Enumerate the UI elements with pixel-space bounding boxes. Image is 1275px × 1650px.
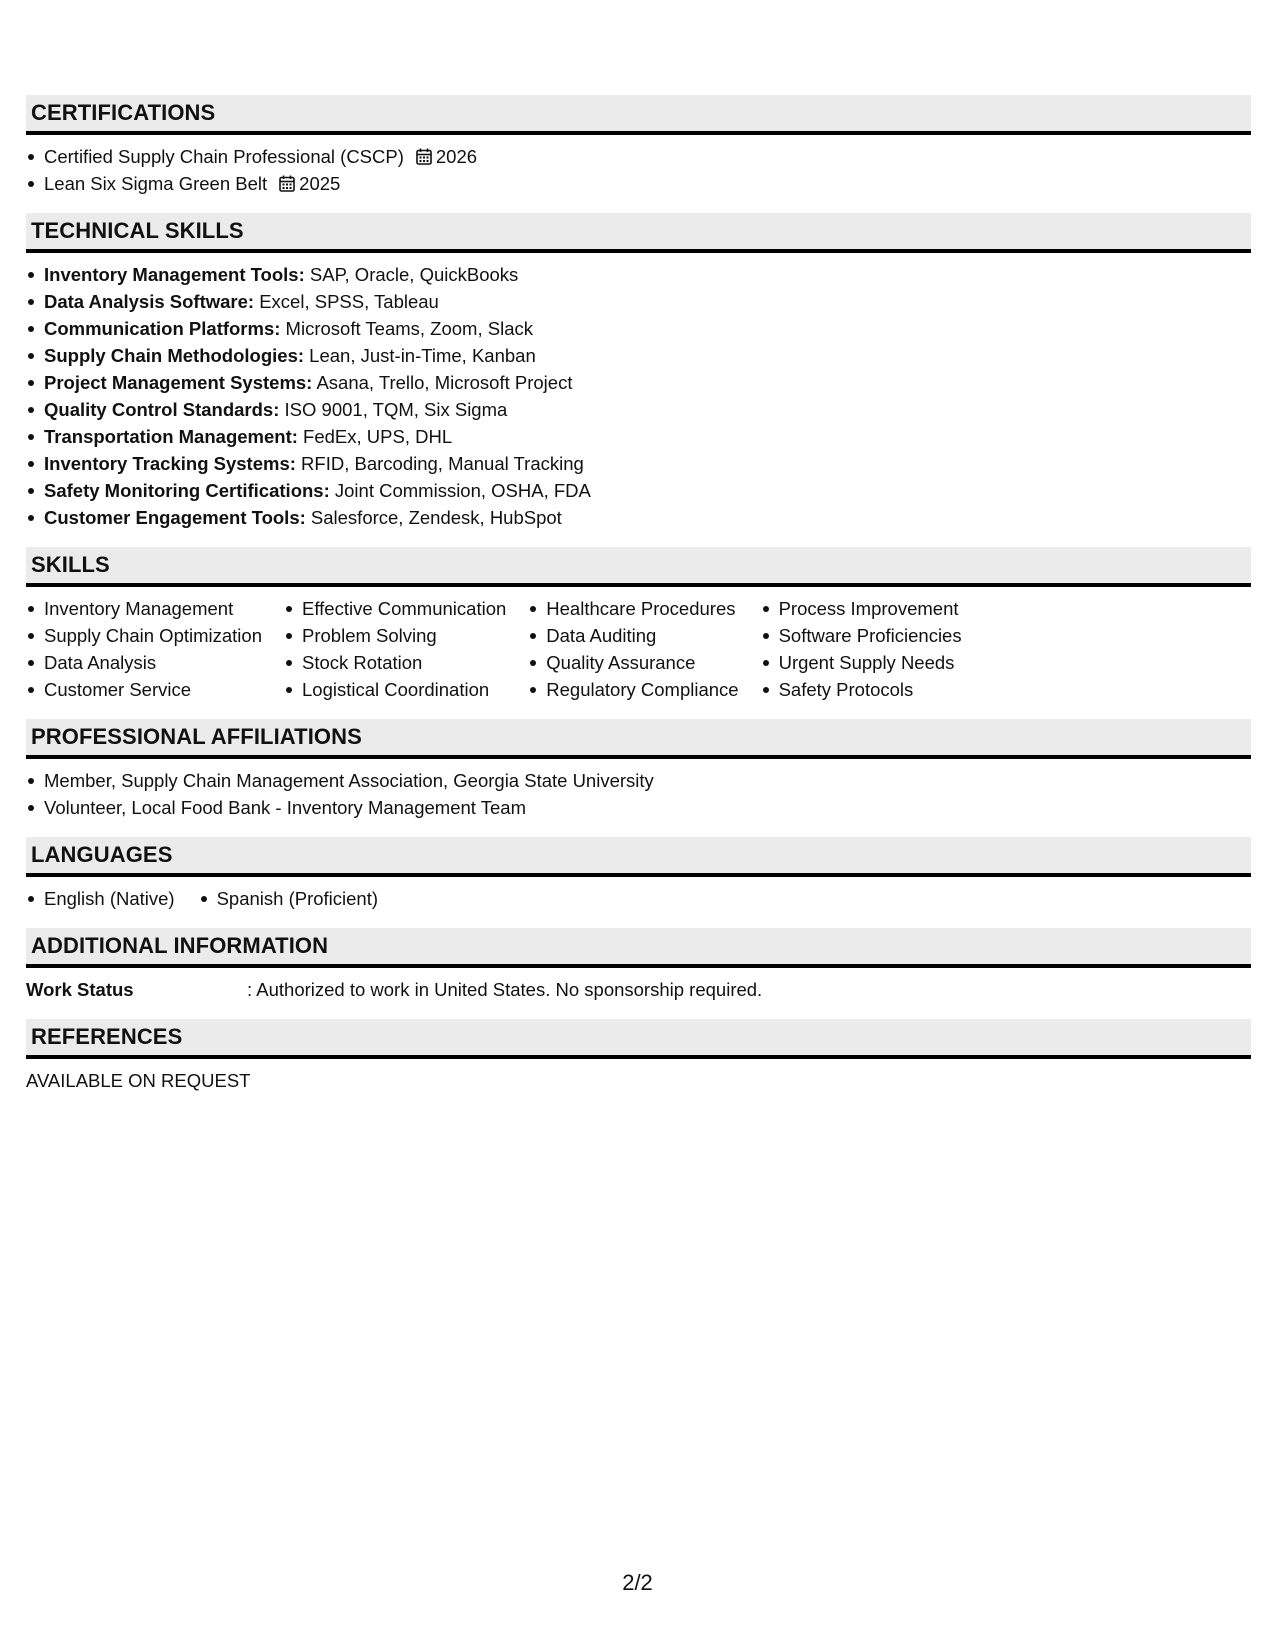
skills-column (284, 595, 506, 703)
section-title-additional-info: ADDITIONAL INFORMATION (26, 928, 1251, 968)
skill-tools: Salesforce, Zendesk, HubSpot (305, 507, 562, 528)
technical-skill-item (26, 369, 1251, 396)
technical-skills-section (26, 213, 1251, 547)
skill-tools: Microsoft Teams, Zoom, Slack (280, 318, 533, 339)
calendar-icon (279, 175, 295, 192)
skill-category: Transportation Management: (44, 426, 298, 447)
skill-item: Process Improvement (761, 595, 962, 622)
skill-item: Effective Communication (284, 595, 506, 622)
affiliations-section (26, 719, 1251, 837)
skill-category: Project Management Systems: (44, 372, 313, 393)
skill-tools: SAP, Oracle, QuickBooks (304, 264, 519, 285)
resume-page (26, 95, 1251, 1110)
technical-skill-item (26, 288, 1251, 315)
skill-category: Inventory Management Tools: (44, 264, 305, 285)
skill-category: Data Analysis Software: (44, 291, 255, 312)
references-section (26, 1019, 1251, 1110)
skill-category: Quality Control Standards: (44, 399, 280, 420)
language-item: English (Native) (26, 885, 175, 912)
skill-item: Inventory Management (26, 595, 262, 622)
technical-skill-item (26, 396, 1251, 423)
skill-tools: ISO 9001, TQM, Six Sigma (279, 399, 508, 420)
language-list (26, 885, 175, 912)
references-text: AVAILABLE ON REQUEST (26, 1070, 251, 1091)
skill-tools: Lean, Just-in-Time, Kanban (304, 345, 536, 366)
technical-skill-item (26, 261, 1251, 288)
skills-column (26, 595, 262, 703)
skill-tools: FedEx, UPS, DHL (297, 426, 453, 447)
technical-skills-list (26, 261, 1251, 531)
skill-item: Urgent Supply Needs (761, 649, 962, 676)
skill-item: Regulatory Compliance (528, 676, 738, 703)
skill-tools: Excel, SPSS, Tableau (254, 291, 439, 312)
technical-skill-item (26, 315, 1251, 342)
certification-year: 2026 (435, 146, 478, 167)
work-status-row (26, 976, 1251, 1003)
skill-category: Safety Monitoring Certifications: (44, 480, 330, 501)
skill-item: Problem Solving (284, 622, 506, 649)
language-list (199, 885, 378, 912)
skills-grid (26, 595, 1251, 703)
language-item: Spanish (Proficient) (199, 885, 378, 912)
skill-category: Supply Chain Methodologies: (44, 345, 305, 366)
certification-name: Certified Supply Chain Professional (CSCP) (44, 146, 404, 167)
affiliation-item: Member, Supply Chain Management Association, Georgia State University (26, 767, 1251, 794)
skill-tools: Joint Commission, OSHA, FDA (329, 480, 591, 501)
skill-category: Customer Engagement Tools: (44, 507, 306, 528)
section-title-certifications: CERTIFICATIONS (26, 95, 1251, 135)
certifications-list (26, 143, 1251, 197)
certification-name: Lean Six Sigma Green Belt (44, 173, 268, 194)
work-status-value: : Authorized to work in United States. No sponsorship required. (247, 979, 763, 1000)
affiliations-list (26, 767, 1251, 821)
work-status-label: Work Status (26, 979, 134, 1000)
technical-skill-item (26, 450, 1251, 477)
certification-item (26, 170, 1251, 197)
skill-item: Healthcare Procedures (528, 595, 738, 622)
affiliation-item: Volunteer, Local Food Bank - Inventory Management Team (26, 794, 1251, 821)
certification-item (26, 143, 1251, 170)
skill-item: Stock Rotation (284, 649, 506, 676)
skills-column (761, 595, 962, 703)
skills-column (528, 595, 738, 703)
technical-skill-item (26, 342, 1251, 369)
technical-skill-item (26, 504, 1251, 531)
languages-row (26, 885, 1251, 912)
skill-tools: Asana, Trello, Microsoft Project (312, 372, 573, 393)
skill-item: Quality Assurance (528, 649, 738, 676)
technical-skill-item (26, 423, 1251, 450)
skill-item: Data Analysis (26, 649, 262, 676)
section-title-affiliations: PROFESSIONAL AFFILIATIONS (26, 719, 1251, 759)
skill-item: Data Auditing (528, 622, 738, 649)
skill-category: Inventory Tracking Systems: (44, 453, 296, 474)
skill-tools: RFID, Barcoding, Manual Tracking (295, 453, 584, 474)
skills-section (26, 547, 1251, 719)
skill-item: Safety Protocols (761, 676, 962, 703)
skill-item: Logistical Coordination (284, 676, 506, 703)
skill-item: Software Proficiencies (761, 622, 962, 649)
skill-item: Supply Chain Optimization (26, 622, 262, 649)
section-title-technical-skills: TECHNICAL SKILLS (26, 213, 1251, 253)
additional-info-section (26, 928, 1251, 1019)
skill-category: Communication Platforms: (44, 318, 281, 339)
page-number: 2/2 (622, 1570, 653, 1595)
section-title-skills: SKILLS (26, 547, 1251, 587)
calendar-icon (416, 148, 432, 165)
languages-section (26, 837, 1251, 928)
section-title-languages: LANGUAGES (26, 837, 1251, 877)
skill-item: Customer Service (26, 676, 262, 703)
certifications-section (26, 95, 1251, 213)
section-title-references: REFERENCES (26, 1019, 1251, 1059)
certification-year: 2025 (299, 173, 341, 194)
technical-skill-item (26, 477, 1251, 504)
